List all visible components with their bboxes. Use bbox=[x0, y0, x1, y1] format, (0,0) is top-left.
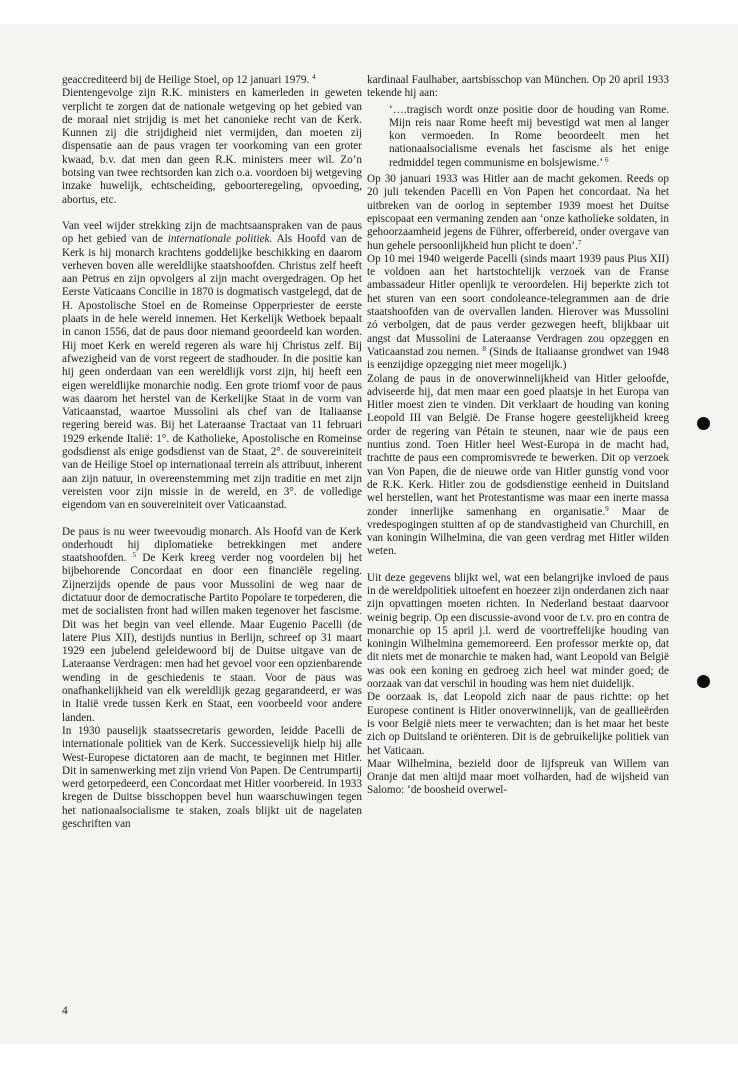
paragraph: Op 10 mei 1940 weigerde Pacelli (sinds maart 1939 paus Pius XII) te voldoen aan het hartstochtelijk verzoek van de Franse ambassadeur Hitler openlijk te veroordelen. Hij beperkte zich tot het sturen van een soort condoleance-telegrammen aan de drie staatshoofden van de overvallen landen. Hierover was Mussolini zó verbolgen, dat de paus verder gezwegen heeft, blijkbaar uit angst dat Mussolini de Lateraanse Verdragen zou opzeggen en Vaticaanstad zou nemen. $^8$ (Sinds de Italiaanse grondwet van 1948 is eenzijdige opzegging niet meer mogelijk.) bbox=[367, 252, 669, 372]
punch-hole bbox=[697, 675, 710, 688]
paragraph: geaccrediteerd bij de Heilige Stoel, op 12 januari 1979. $^4$ bbox=[62, 73, 316, 86]
right-column bbox=[367, 74, 669, 798]
footnote-marker: 7 bbox=[577, 238, 582, 247]
document-page bbox=[0, 24, 738, 1044]
footnote-marker: 4 bbox=[312, 73, 316, 81]
paragraph: Zolang de paus in de onoverwinnelijkheid van Hitler geloofde, adviseerde hij, dat men maar een goed plaatsje in het Europa van Hitler moest zien te vinden. Dit verklaart de houding van koning Leopold III van België. De Franse hogere geestelijkheid kreeg order de regering van Pétain te steunen, naar wie de paus een nuntius zond. Toen Hitler heel West-Europa in de macht had, trachtte de paus een compromisvrede te bewerken. Dit op verzoek van Von Papen, die de nieuwe orde van Hitler gunstig vond voor de R.K. Kerk. Hitler zou de godsdienstige eenheid in Duitsland wel herstellen, want het Protestantisme was maar een inerte massa zonder innerlijke samenhang en organisatie.$^9$ Maar de vredespogingen stuitten af op de standvastigheid van Churchill, en van koningin Wilhelmina, die van geen verdrag met Hitler wilden weten. bbox=[367, 372, 670, 558]
footnote-marker: 5 bbox=[132, 551, 137, 560]
paragraph: In 1930 pauselijk staatssecretaris geworden, leidde Pacelli de internationale politiek van de Kerk. Successievelijk hielp hij alle West-Europese dictatoren aan de macht, te beginnen met Hitler. Dit in samenwerking met zijn vriend Von Papen. De Centrumpartij werd getorpedeerd, een Concordaat met Hitler voorbereid. In 1933 kregen de Duitse bisschoppen bevel hun waarschuwingen tegen het nationaalsocialisme te staken, zoals blijkt uit de nagelaten geschriften van bbox=[62, 724, 362, 831]
page-number: 4 bbox=[62, 1005, 68, 1017]
footnote-marker: 9 bbox=[605, 504, 609, 513]
paragraph: De paus is nu weer tweevoudig monarch. Als Hoofd van de Kerk onderhoudt hij diplomatieke betrekkingen met andere staatshoofden. $^5$ De Kerk kreeg verder nog voordelen bij het bijbehorende Concordaat en door een financiële regeling. Zijnerzijds opende de paus voor Mussolini de weg naar de dictatuur door de democratische Partito Popolare te torpederen, die met de socialisten front had willen maken tegenover het fascisme. Dit was het begin van veel ellende. Maar Eugenio Pacelli (de latere Pius XII), destijds nuntius in Berlijn, schreef op 31 maart 1929 een jubelend geleidewoord bij de Duitse uitgave van de Lateraanse Verdragen: men had het gevoel voor een opzienbarende wending in de geschiedenis te staan. Voor de paus was onafhankelijkheid van elk wereldlijk gezag gegarandeerd, er was in Italië vrede tussen Kerk en Staat, een voorbeeld voor andere landen. bbox=[62, 525, 362, 724]
paragraph: Op 30 januari 1933 was Hitler aan de macht gekomen. Reeds op 20 juli tekenden Pacelli en Von Papen het concordaat. Na het uitbreken van de oorlog in september 1939 moest het Duitse episcopaat een vermaning zenden aan ‘onze katholieke soldaten, in gehoorzaamheid jegens de Führer, offerbereid, onder overgave van hun gehele persoonlijkheid hun plicht te doen’.$^7$ bbox=[367, 173, 669, 252]
paragraph: Van veel wijder strekking zijn de machtsaanspraken van de paus op het gebied van de internationale politiek. Als Hoofd van de Kerk is hij monarch krachtens goddelijke beschikking en daarom verheven boven alle wereldlijke staatshoofden. Christus zelf heeft aan Petrus en zijn opvolgers al zijn macht overgedragen. Op het Eerste Vaticaans Concilie in 1870 is dogmatisch vastgelegd, dat de H. Apostolische Stoel en de Romeinse Opperpriester de eerste plaats in de hele wereld innemen. Het Kerkelijk Wetboek bepaalt in canon 1556, dat de paus door niemand geoordeeld kan worden. Hij moet Kerk en wereld regeren als ware hij Christus zelf. Bij afwezigheid van de vorst regeert de stadhouder. In die positie kan hij geen onderdaan van een wereldlijk vorst zijn, hij heeft een eigen wereldlijke monarchie nodig. Een grote triomf voor de paus was daarom het herstel van de Kerkelijke Staat in de vorm van Vaticaanstad, waartoe Mussolini als chef van de Italiaanse regering bereid was. Bij het Lateraanse Tractaat van 11 februari 1929 erkende Italië: 1°. de Katholieke, Apostolische en Romeinse godsdienst als enige godsdienst van de Staat, 2°. de souvereiniteit van de Heilige Stoel op internationaal terrein als attribuut, inherent aan zijn natuur, in overeenstemming met zijn traditie en met zijn vereisten voor zijn missie in de wereld, en 3°. de volledige eigendom van en souvereiniteit over Vaticaanstad. bbox=[62, 219, 363, 512]
footnote-marker: 8 bbox=[482, 344, 486, 353]
paragraph: De oorzaak is, dat Leopold zich naar de paus richtte: op het Europese continent is Hitler onoverwinnelijk, van de geallieërden is voor België niets meer te verwachten; dan is het maar het beste zich op Duitsland te oriënteren. Dit is de gebruikelijke politiek van het Vaticaan. bbox=[367, 691, 669, 757]
footnote-marker: 6 bbox=[605, 155, 609, 164]
paragraph: Maar Wilhelmina, bezield door de lijfspreuk van Willem van Oranje dat men altijd maar moet volharden, had de wijsheid van Salomo: ‘de boosheid overwel- bbox=[367, 757, 669, 797]
paragraph: kardinaal Faulhaber, aartsbisschop van München. Op 20 april 1933 tekende hij aan: bbox=[367, 74, 669, 100]
paragraph: Uit deze gegevens blijkt wel, wat een belangrijke invloed de paus in de wereldpolitiek uitoefent en hoezeer zijn onderdanen zich naar zijn opvattingen moeten richten. In Nederland bestaat daarvoor weinig begrip. Op een discussie-avond voor de t.v. pro en contra de monarchie op 15 april j.l. werd de voortreffelijke houding van koningin Wilhelmina gememoreerd. Een professor merkte op, dat dit niets met de monarchie te maken had, want Leopold van België was ook een koning en gedroeg zich heel wat minder goed; de oorzaak van dat verschil in houding was hem niet duidelijk. bbox=[367, 571, 669, 691]
paragraph: Dientengevolge zijn R.K. ministers en kamerleden in geweten verplicht te zorgen dat de nationale wetgeving op het gebied van de moraal niet strijdig is met het canonieke recht van de Kerk. Kunnen zij die strijdigheid niet vermijden, dan moeten zij dispensatie aan de paus vragen ter voorkoming van een groter kwaad, b.v. dat men dan geen R.K. ministers meer wil. Zo’n botsing van twee rechtsorden kan zich o.a. voordoen bij wetgeving inzake huwelijk, echtscheiding, geboorteregeling, opvoeding, abortus, etc. bbox=[62, 87, 362, 206]
punch-hole bbox=[697, 417, 710, 430]
block-quote: ‘….tragisch wordt onze positie door de houding van Rome. Mijn reis naar Rome heeft mij bevestigd wat men al langer kon vermoeden. In Rome beoordeelt men het nationaalsocialisme evenals het fascisme als het enige redmiddel tegen communisme en bolsjewisme.’ $^6$ bbox=[389, 103, 669, 169]
emphasis-text: internationale politiek. bbox=[167, 233, 273, 246]
left-column bbox=[62, 74, 362, 831]
